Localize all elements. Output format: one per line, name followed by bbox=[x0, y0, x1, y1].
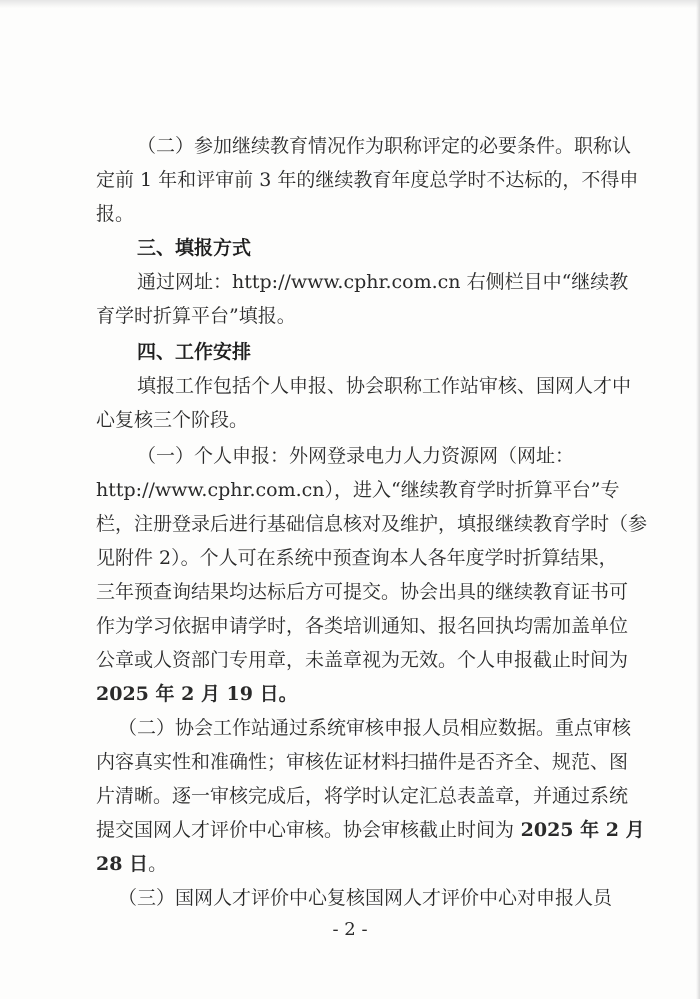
paragraph-line bbox=[96, 813, 645, 847]
paragraph-line bbox=[96, 847, 606, 881]
individual-deadline: 2025 年 2 月 19 日。 bbox=[96, 683, 298, 705]
paragraph-line: 内容真实性和准确性；审核佐证材料扫描件是否齐全、规范、图 bbox=[96, 751, 629, 773]
page-number: - 2 - bbox=[332, 919, 368, 940]
paragraph-line: 填报工作包括个人申报、协会职称工作站审核、国网人才中 bbox=[137, 375, 632, 397]
paragraph-line: （二）参加继续教育情况作为职称评定的必要条件。职称认 bbox=[137, 135, 632, 157]
section-heading-schedule: 四、工作安排 bbox=[137, 341, 252, 363]
scan-edge-right bbox=[696, 0, 700, 999]
section-heading-method: 三、填报方式 bbox=[137, 237, 252, 259]
paragraph-line: 栏，注册登录后进行基础信息核对及维护，填报继续教育学时（参 bbox=[96, 513, 648, 535]
paragraph-line: 片清晰。逐一审核完成后，将学时认定汇总表盖章，并通过系统 bbox=[96, 785, 629, 807]
paragraph-line: 育学时折算平台”填报。 bbox=[96, 305, 296, 327]
paragraph-line: （三）国网人才评价中心复核国网人才评价中心对申报人员 bbox=[118, 887, 613, 909]
station-deadline-part1: 2025 年 2 月 bbox=[514, 819, 645, 841]
paragraph-line: 公章或人资部门专用章，未盖章视为无效。个人申报截止时间为 bbox=[96, 649, 629, 671]
paragraph-line: （一）个人申报：外网登录电力人力资源网（网址： bbox=[137, 445, 575, 467]
paragraph-line: 作为学习依据申请学时，各类培训通知、报名回执均需加盖单位 bbox=[96, 615, 629, 637]
paragraph-line: （二）协会工作站通过系统审核申报人员相应数据。重点审核 bbox=[118, 717, 632, 739]
paragraph-line: 报。 bbox=[96, 203, 135, 225]
paragraph-line: 通过网址：http://www.cphr.com.cn 右侧栏目中“继续教 bbox=[137, 271, 629, 293]
station-line-suffix: 。 bbox=[148, 853, 168, 875]
station-line-prefix: 提交国网人才评价中心审核。协会审核截止时间为 bbox=[96, 819, 515, 841]
paragraph-line: 见附件 2）。个人可在系统中预查询本人各年度学时折算结果， bbox=[96, 547, 618, 569]
paragraph-line: 三年预查询结果均达标后方可提交。协会出具的继续教育证书可 bbox=[96, 581, 629, 603]
paragraph-line: 定前 1 年和评审前 3 年的继续教育年度总学时不达标的，不得申 bbox=[96, 169, 639, 191]
paragraph-line: http://www.cphr.com.cn），进入“继续教育学时折算平台”专 bbox=[96, 479, 620, 501]
paragraph-line: 心复核三个阶段。 bbox=[96, 409, 249, 431]
station-deadline-part2: 28 日 bbox=[96, 853, 149, 875]
scan-edge-top bbox=[0, 0, 700, 8]
